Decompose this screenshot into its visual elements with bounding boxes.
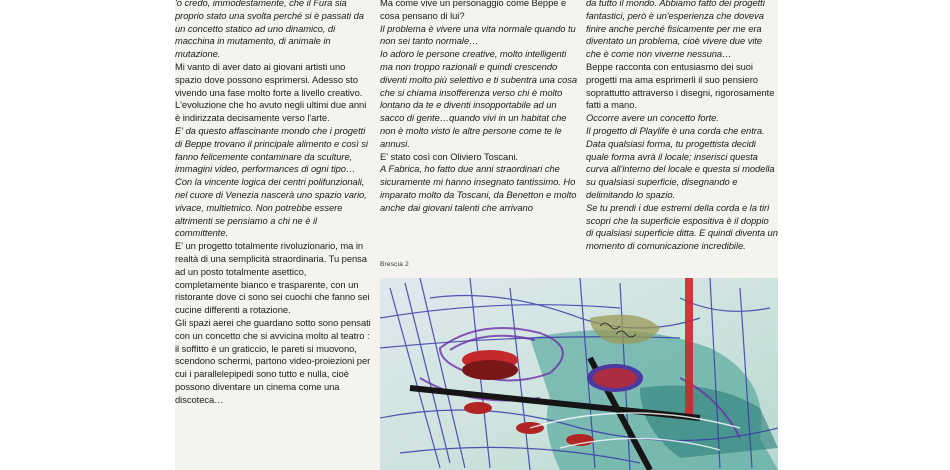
paragraph: Con la vincente logica dei centri polifunzionali, nel cuore di Venezia nascerà uno spazio vario, vivace, multietnico. Non potrebbe essere altrimenti se pensiamo a chi ne è il committente. bbox=[175, 176, 367, 239]
paragraph: Data qualsiasi forma, tu progettista decidi quale forma avrà il locale; inserisci questa curva all'interno del locale e questa si modella su qualsiasi superficie, disegnando e delimitando lo spazio. bbox=[586, 137, 775, 200]
text-column-1 bbox=[175, 0, 371, 407]
paragraph: E' da questo affascinante mondo che i progetti di Beppe trovano il principale alimento e così si fanno felicemente contaminare da sculture, immagini video, performances di ogni tipo… bbox=[175, 124, 368, 175]
sketch-drawing bbox=[380, 278, 778, 470]
magazine-page bbox=[175, 0, 778, 470]
paragraph: Gli spazi aerei che guardano sotto sono pensati con un concetto che si avvicina molto al teatro : il soffitto è un graticcio, le pareti si muovono, scendono schermi, partono video-proiezioni per cui i parallelepipedi sono tutto e nulla, cioè possono diventare un cinema come una discoteca… bbox=[175, 316, 371, 405]
paragraph: Occorre avere un concetto forte. bbox=[586, 112, 719, 124]
hand-drawn-sketch-illustration bbox=[380, 278, 778, 470]
paragraph: Io adoro le persone creative, molto intelligenti ma non troppo razionali e quindi crescendo diventi molto più selettivo e ti subentra una cosa che si chiama insofferenza verso chi è molto lontano da te e diventi insopportabile ad un sacco di gente…quando vivi in un habitat che non è molto visto le altre persone come te le annusi. bbox=[380, 48, 578, 149]
paragraph: Se tu prendi i due estremi della corda e la tiri scopri che la superficie espositiva è il doppio di qualsiasi superficie ditta. E quindi diventa un momento di comunicazione incredibile. bbox=[586, 201, 778, 252]
text-column-2 bbox=[380, 0, 578, 215]
text-column-3 bbox=[586, 0, 778, 253]
paragraph: da tutto il mondo. Abbiamo fatto dei progetti fantastici, però è un'esperienza che doveva finire anche perché fisicamente per me era diventato un problema, cioè vivere due vite che è come non viverne nessuna… bbox=[586, 0, 765, 60]
paragraph: Il problema è vivere una vita normale quando tu non sei tanto normale… bbox=[380, 22, 576, 47]
paragraph: Ma come vive un personaggio come Beppe e cosa pensano di lui? bbox=[380, 0, 567, 21]
image-caption: Brescia 2 bbox=[380, 261, 409, 268]
paragraph: E' un progetto totalmente rivoluzionario, ma in realtà di una semplicità straordinaria. Tu pensa ad un posto totalmente asettico, completamente bianco e trasparente, con un ristorante dove ci sono sei cuochi che fanno sei cucine differenti a rotazione. bbox=[175, 240, 370, 316]
paragraph: 'o credo, immodestamente, che il Fura sia proprio stato una svolta perché si è passati da un concetto statico ad uno dinamico, di macchina in mutamento, di animale in mutazione. bbox=[175, 0, 364, 60]
paragraph: Beppe racconta con entusiasmo dei suoi progetti ma ama esprimerli il suo pensiero soprattutto attraverso i disegni, rigorosamente fatti a mano. bbox=[586, 60, 775, 111]
paragraph: Mi vanto di aver dato ai giovani artisti uno spazio dove possono esprimersi. Adesso sto vivendo una fase molto forte a livello creativo. L'evoluzione che ho avuto negli ultimi due anni è indirizzata decisamente verso l'arte. bbox=[175, 60, 367, 124]
paragraph: A Fabrica, ho fatto due anni straordinari che sicuramente mi hanno insegnato tantissimo. Ho imparato molto da Toscani, da Benetton e molto anche dai giovani talenti che arrivano bbox=[380, 163, 577, 213]
paragraph: E' stato così con Oliviero Toscani. bbox=[380, 150, 518, 162]
paragraph: Il progetto di Playlife è una corda che entra. bbox=[586, 124, 765, 136]
